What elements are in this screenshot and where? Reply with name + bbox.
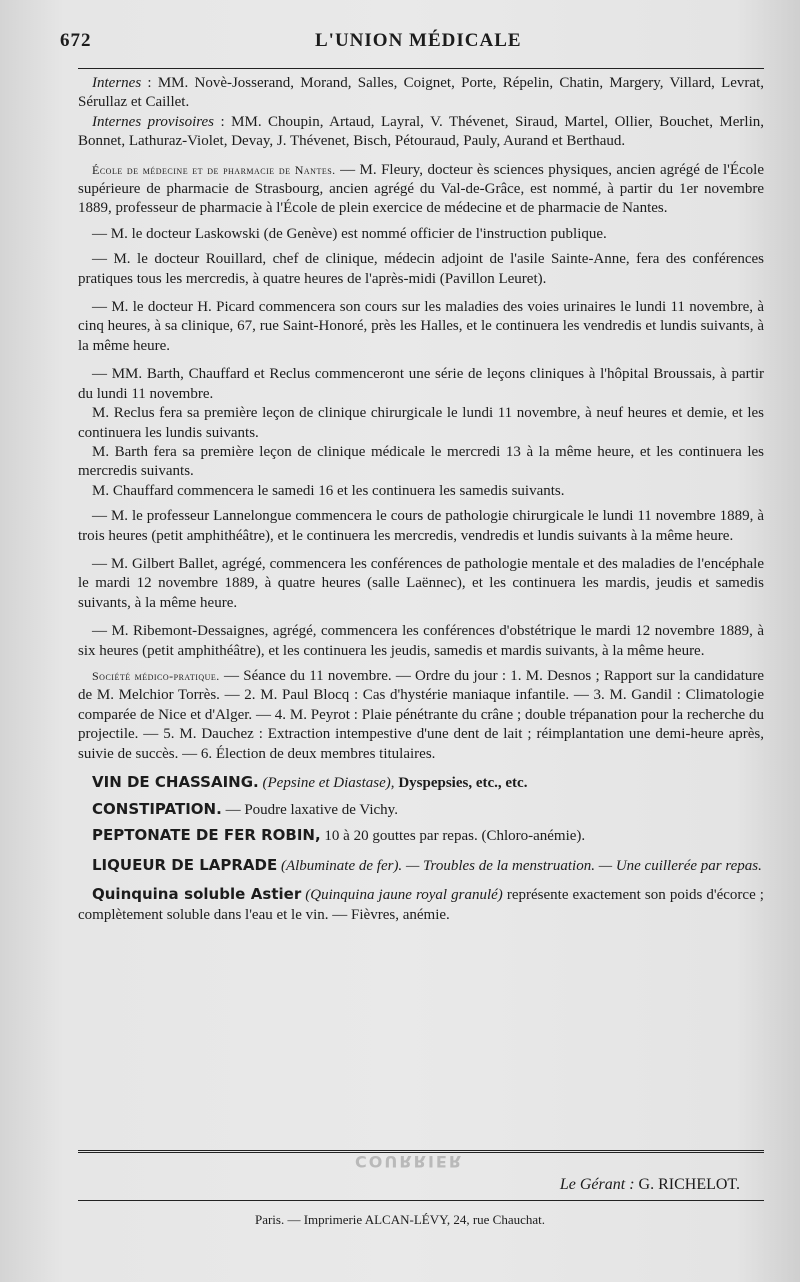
paragraph-rouillard: — M. le docteur Rouillard, chef de clinique, médecin adjoint de l'asile Sainte-Anne, fera des conférences pratiques tous les mercredis, à quatre heures de l'après-midi (Pavillon Leuret). — [78, 251, 764, 287]
paragraph-text: — M. Fleury, docteur ès sciences physiques, ancien agrégé de l'École supérieure de pharmacie de Strasbourg, ancien agrégé du Val-de-Grâce, est nommé, à partir du 1er novembre 1889, professeur de pharmacie à l'École de plein exercice de médecine et de pharmacie de Nantes. — [78, 161, 764, 217]
gerant-name: G. RICHELOT. — [638, 1176, 740, 1193]
paragraph-laskowski: — M. le docteur Laskowski (de Genève) est nommé officier de l'instruction publique. — [92, 225, 607, 242]
paragraph-lannelongue: — M. le professeur Lannelongue commencera le cours de pathologie chirurgicale le lundi 11 novembre 1889, à trois heures (petit amphithéâtre), et le continuera les mercredis, vendredis et lundis suivants à la même heure. — [78, 508, 764, 544]
paragraph-internes — [78, 74, 764, 113]
paragraph-lead: École de médecine et de pharmacie de Nantes. — [92, 162, 336, 177]
paragraph-internes-provisoires — [78, 113, 764, 152]
gerant-line — [560, 1176, 740, 1194]
paragraph-lead: Internes provisoires — [92, 113, 215, 130]
ad-laprade — [78, 856, 764, 877]
ad-name: PEPTONATE DE FER ROBIN, — [92, 826, 321, 844]
printer-imprint: Paris. — Imprimerie ALCAN-LÉVY, 24, rue Chauchat. — [254, 1212, 546, 1227]
paragraph-societe — [78, 667, 764, 764]
paragraph-barth-2: M. Barth fera sa première leçon de clinique médicale le mercredi 13 à la même heure, et les continuera les mercredis suivants. — [78, 443, 764, 480]
paragraph-text: — Séance du 11 novembre. — Ordre du jour : 1. M. Desnos ; Rapport sur la candidature de M. Melchior Torrès. — 2. M. Paul Blocq : Cas d'hystérie maniaque infantile. — 3. M. Gandil : Climatologie comparée de Nice et d'Alger. — 4. M. Peyrot : Plaie pénétrante du crâne ; double trépanation pour la recherche du projectile. — 5. M. Dauchez : Extraction intempestive d'une dent de lait ; réimplantation une demi-heure après, suivie de succès. — 6. Élection de deux membres titulaires. — [78, 667, 764, 762]
paragraph-nantes — [78, 161, 764, 219]
paragraph-lead: Société médico-pratique. — [92, 668, 220, 683]
paragraph-ballet: — M. Gilbert Ballet, agrégé, commencera les conférences de pathologie mentale et des maladies de l'encéphale le mardi 12 novembre 1889, à quatre heures (salle Laënnec), et les continuera les mardis, jeudis et samedis suivants, à la même heure. — [78, 555, 764, 611]
paragraph-lead: Internes — [92, 75, 142, 91]
page-header — [60, 30, 760, 60]
courrier-bleedthrough: COURRIER — [355, 1152, 464, 1171]
ad-astier — [78, 885, 764, 925]
ad-peptonate — [78, 826, 764, 847]
ad-italic: (Quinquina jaune royal granulé) — [301, 887, 503, 903]
journal-title: L'UNION MÉDICALE — [315, 30, 522, 51]
ad-text: Dyspepsies, etc., etc. — [394, 775, 528, 791]
paragraph-picard: — M. le docteur H. Picard commencera son cours sur les maladies des voies urinaires le lundi 11 novembre, à cinq heures, à sa clinique, 67, rue Saint-Honoré, près les Halles, et le continuera les vendredis et lundis suivants, à la même heure. — [78, 299, 764, 354]
ad-text: — Troubles de la menstruation. — Une cuillerée par repas. — [402, 857, 762, 874]
paragraph-reclus: M. Reclus fera sa première leçon de clinique chirurgicale le lundi 11 novembre, à neuf heures et demie, et les continuera les lundis suivants. — [78, 405, 764, 441]
ad-name: Quinquina soluble Astier — [92, 885, 302, 903]
ad-name: CONSTIPATION. — [92, 799, 222, 818]
header-rule — [78, 68, 764, 69]
ad-constipation — [78, 800, 764, 821]
ad-italic: (Albuminate de fer). — [277, 857, 403, 874]
gerant-label: Le Gérant : — [559, 1176, 635, 1193]
paragraph-ribemont: — M. Ribemont-Dessaignes, agrégé, commencera les conférences d'obstétrique le mardi 12 novembre 1889, à six heures (petit amphithéâtre), et les continuera les jeudis, samedis et mardis suivants, à la même heure. — [78, 623, 764, 659]
page-number: 672 — [60, 30, 92, 51]
ad-text: 10 à 20 gouttes par repas. (Chloro-anémie). — [320, 828, 586, 844]
paragraph-text: : MM. Novè-Josserand, Morand, Salles, Coignet, Porte, Répelin, Chatin, Margery, Villard, Levrat, Sérullaz et Caillet. — [78, 75, 764, 111]
paragraph-barth: — MM. Barth, Chauffard et Reclus commenceront une série de leçons cliniques à l'hôpital Broussais, à partir du lundi 11 novembre. — [78, 366, 764, 402]
ad-name: VIN DE CHASSAING. — [92, 773, 259, 791]
paragraph-chauffard: M. Chauffard commencera le samedi 16 et les continuera les samedis suivants. — [92, 482, 565, 499]
paragraph-text: : MM. Choupin, Artaud, Layral, V. Thévenet, Siraud, Martel, Ollier, Bouchet, Merlin, Bonnet, Lathuraz-Violet, Devay, J. Thévenet, Bisch, Pétouraud, Pauly, Aurand et Berthaud. — [78, 113, 764, 150]
article-body — [78, 74, 764, 925]
ad-text: représente exactement son poids d'écorce ; complètement soluble dans l'eau et le vin. — Fièvres, anémie. — [78, 887, 764, 923]
ad-italic: (Pepsine et Diastase), — [258, 775, 395, 791]
ad-text: — Poudre laxative de Vichy. — [221, 801, 398, 818]
footer-rule — [78, 1200, 764, 1201]
ad-chassaing — [78, 773, 764, 794]
ad-name: LIQUEUR DE LAPRADE — [92, 855, 278, 874]
